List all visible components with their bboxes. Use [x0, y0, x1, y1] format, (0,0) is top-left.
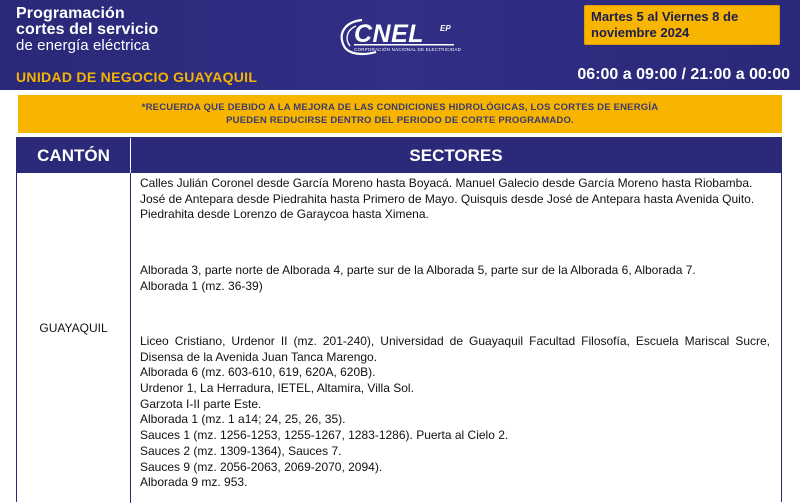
- notice-line-2: PUEDEN REDUCIRSE DENTRO DEL PERIODO DE CORTE PROGRAMADO.: [226, 115, 574, 126]
- sector-item: Sauces 2 (mz. 1309-1364), Sauces 7.: [140, 443, 342, 458]
- sector-item: Alborada 1 (mz. 1 a14; 24, 25, 26, 35).: [140, 412, 346, 427]
- canton-value: GUAYAQUIL: [39, 321, 108, 335]
- page-title: [16, 6, 158, 54]
- schedule-table: [16, 137, 782, 502]
- header-banner: [0, 0, 800, 90]
- column-divider: [130, 173, 131, 503]
- time-range: 06:00 a 09:00 / 21:00 a 00:00: [577, 66, 790, 83]
- logo-suffix: EP: [440, 24, 451, 33]
- sector-item: Piedrahita desde Lorenzo de Garaycoa hasta Ximena.: [140, 207, 429, 222]
- title-line-2: cortes del servicio: [16, 21, 159, 38]
- sector-gap: [140, 306, 770, 322]
- business-unit: UNIDAD DE NEGOCIO GUAYAQUIL: [16, 69, 258, 85]
- sector-item: Sauces 9 (mz. 2056-2063, 2069-2070, 2094).: [140, 459, 383, 474]
- logo-subtitle: CORPORACIÓN NACIONAL DE ELECTRICIDAD: [354, 47, 462, 52]
- title-line-3: de energía eléctrica: [16, 37, 150, 54]
- sector-item: Urdenor 1, La Herradura, IETEL, Altamira, Villa Sol.: [140, 381, 414, 395]
- logo-wordmark: CNEL: [354, 20, 425, 48]
- date-range-badge: Martes 5 al Viernes 8 de noviembre 2024: [584, 5, 780, 45]
- notice-banner: [18, 95, 782, 133]
- sector-gap: [140, 235, 770, 251]
- sector-item: Sauces 1 (mz. 1256-1253, 1255-1267, 1283-1286). Puerta al Cielo 2.: [140, 428, 509, 443]
- notice-line-1: *RECUERDA QUE DEBIDO A LA MEJORA DE LAS CONDICIONES HIDROLÓGICAS, LOS CORTES DE ENERGÍA: [141, 102, 659, 113]
- sector-item: José de Antepara desde Piedrahita hasta Primero de Mayo. Quisquis desde José de Antepara hasta Avenida Quito.: [140, 191, 755, 206]
- sector-item: Liceo Cristiano, Urdenor II (mz. 201-240), Universidad de Guayaquil Facultad Filosofía, Escuela Mariscal Sucre, Disensa de la Avenida Juan Tanca Marengo.: [140, 333, 770, 364]
- header-canton: CANTÓN: [17, 138, 130, 173]
- sector-item: Alborada 3, parte norte de Alborada 4, parte sur de la Alborada 5, parte sur de la Alborada 6, Alborada 7.: [140, 262, 696, 277]
- sectores-list: [140, 176, 770, 491]
- sector-item: Alborada 9 mz. 953.: [140, 475, 248, 490]
- sector-item: Alborada 6 (mz. 603-610, 619, 620A, 620B).: [140, 365, 376, 380]
- cnel-logo: [336, 16, 472, 56]
- sector-item: Alborada 1 (mz. 36-39): [140, 278, 263, 293]
- sector-item: Calles Julián Coronel desde García Moreno hasta Boyacá. Manuel Galecio desde García Moreno hasta Riobamba.: [140, 176, 753, 190]
- header-sectores: SECTORES: [131, 138, 781, 173]
- sector-item: Garzota I-II parte Este.: [140, 396, 262, 411]
- title-line-1: Programación: [16, 5, 125, 22]
